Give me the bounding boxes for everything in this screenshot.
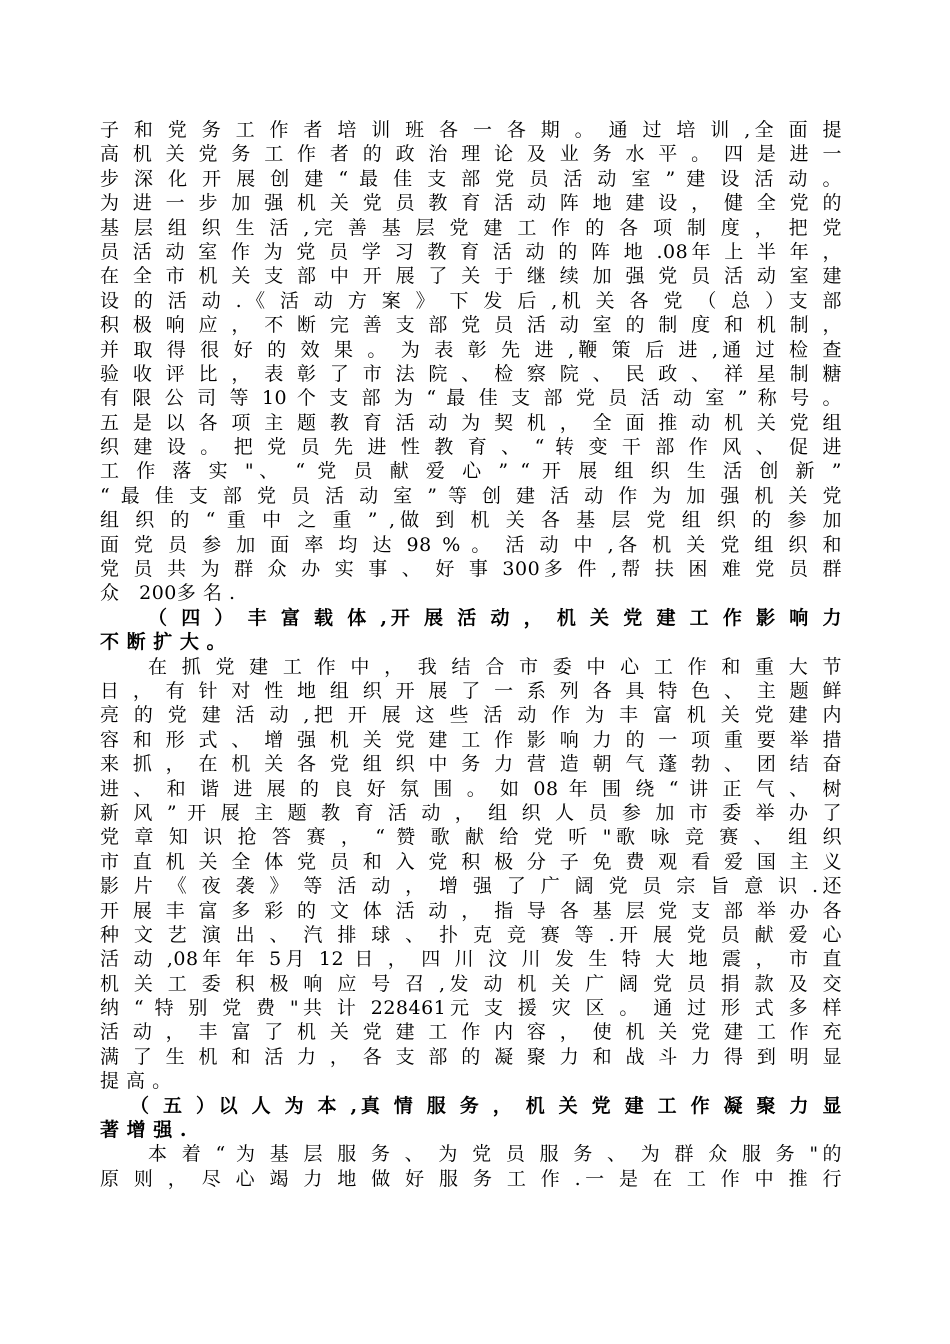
text-line: 面 党 员 参 加 面 率 均 达 98 % 。 活 动 中 ,各 机 关 党 组 织 和 [100,533,842,556]
text-line: “ 最 佳 支 部 党 员 活 动 室 ” 等 创 建 活 动 作 为 加 强 机 关 党 [100,484,842,507]
text-line: 机 关 工 委 积 极 响 应 号 召 ,发 动 机 关 广 阔 党 员 捐 款 及 交 [100,972,842,995]
text-line: 积 极 响 应 ， 不 断 完 善 支 部 党 员 活 动 室 的 制 度 和 机 制 ， [100,314,842,337]
text-line: 织 建 设 。 把 党 员 先 进 性 教 育 、 “ 转 变 干 部 作 风 、 促 进 [100,436,842,459]
text-line: 在 抓 党 建 工 作 中 ， 我 结 合 市 委 中 心 工 作 和 重 大 节 [148,655,842,678]
text-line: 纳 “ 特 别 党 费 "共 计 228461元 支 援 灾 区 。 通 过 形 式 多 样 [100,997,842,1020]
text-line: 满 了 生 机 和 活 力 ， 各 支 部 的 凝 聚 力 和 战 斗 力 得 到 明 显 [100,1045,842,1068]
text-line: 来 抓 ， 在 机 关 各 党 组 织 中 务 力 营 造 朝 气 蓬 勃 、 团 结 奋 [100,753,842,776]
document-body [100,118,842,1191]
text-line: 市 直 机 关 全 体 党 员 和 入 党 积 极 分 子 免 费 观 看 爱 国 主 义 [100,850,842,873]
text-line: 基 层 组 织 生 活 ,完 善 基 层 党 建 工 作 的 各 项 制 度 ， 把 党 [100,216,842,239]
text-line: 开 展 丰 富 多 彩 的 文 体 活 动 ， 指 导 各 基 层 党 支 部 举 办 各 [100,899,842,922]
text-line: 并 取 得 很 好 的 效 果 。 为 表 彰 先 进 ,鞭 策 后 进 ,通 过 检 查 [100,338,842,361]
text-line: 工 作 落 实 "、 “ 党 员 献 爱 心 ” “ 开 展 组 织 生 活 创 新 ” [100,460,842,483]
text-line: 新 风 ” 开 展 主 题 教 育 活 动 ， 组 织 人 员 参 加 市 委 举 办 了 [100,801,842,824]
text-line: 日 ， 有 针 对 性 地 组 织 开 展 了 一 系 列 各 具 特 色 、 主 题 鲜 [100,679,842,702]
text-line: 有 限 公 司 等 10 个 支 部 为 “ 最 佳 支 部 党 员 活 动 室 ” 称 号 。 [100,387,842,410]
text-line: 验 收 评 比 ， 表 彰 了 市 法 院 、 检 察 院 、 民 政 、 祥 星 制 糖 [100,362,842,385]
text-line: 提 高 。 [100,1070,172,1093]
text-line: 五 是 以 各 项 主 题 教 育 活 动 为 契 机 ， 全 面 推 动 机 关 党 组 [100,411,842,434]
text-line: 设 的 活 动 .《 活 动 方 案 》 下 发 后 ,机 关 各 党 （ 总 ）支 部 [100,289,842,312]
text-line: 党 章 知 识 抢 答 赛 ， “ 赞 歌 献 给 党 听 "歌 咏 竞 赛 、 组 织 [100,826,842,849]
text-line: 原 则 ， 尽 心 竭 力 地 做 好 服 务 工 作 .一 是 在 工 作 中 推 行 [100,1167,842,1190]
text-line: 活 动 ， 丰 富 了 机 关 党 建 工 作 内 容 ， 使 机 关 党 建 工 作 充 [100,1021,842,1044]
text-line: 步 深 化 开 展 创 建 “ 最 佳 支 部 党 员 活 动 室 ” 建 设 活 动 。 [100,167,842,190]
text-line: 在 全 市 机 关 支 部 中 开 展 了 关 于 继 续 加 强 党 员 活 动 室 建 [100,265,842,288]
text-line: 本 着 “ 为 基 层 服 务 、 为 党 员 服 务 、 为 群 众 服 务 "的 [148,1143,842,1166]
text-line: 亮 的 党 建 活 动 ,把 开 展 这 些 活 动 作 为 丰 富 机 关 党 建 内 [100,704,842,727]
section-heading: （ 五 ）以 人 为 本 ,真 情 服 务 ， 机 关 党 建 工 作 凝 聚 力 显 [130,1094,842,1117]
text-line: 影 片 《 夜 袭 》 等 活 动 ， 增 强 了 广 阔 党 员 宗 旨 意 识 .还 [100,875,842,898]
text-line: 活 动 ,08年 年 5月 12 日 ， 四 川 汶 川 发 生 特 大 地 震 ， 市 直 [100,948,842,971]
section-heading: 著 增 强 . [100,1119,187,1142]
text-line: 组 织 的 “ 重 中 之 重 ” ,做 到 机 关 各 基 层 党 组 织 的 参 加 [100,509,842,532]
text-line: 子 和 党 务 工 作 者 培 训 班 各 一 各 期 。 通 过 培 训 ,全 面 提 [100,119,842,141]
text-line: 进 、 和 谐 进 展 的 良 好 氛 围 。 如 08 年 围 绕 “ 讲 正 气 、 树 [100,777,842,800]
text-line: 种 文 艺 演 出 、 汽 排 球 、 扑 克 竞 赛 等 .开 展 党 员 献 爱 心 [100,923,842,946]
section-heading: 不 断 扩 大 。 [100,631,226,654]
text-line: 高 机 关 党 务 工 作 者 的 政 治 理 论 及 业 务 水 平 。 四 是 进 一 [100,143,842,166]
text-line: 员 活 动 室 作 为 党 员 学 习 教 育 活 动 的 阵 地 .08年 上 半 年 ， [100,240,842,263]
text-line: 为 进 一 步 加 强 机 关 党 员 教 育 活 动 阵 地 建 设 ， 健 全 党 的 [100,192,842,215]
text-line: 党 员 共 为 群 众 办 实 事 、 好 事 300多 件 ,帮 扶 困 难 党 员 群 [100,558,842,581]
section-heading: （ 四 ） 丰 富 载 体 ,开 展 活 动 ， 机 关 党 建 工 作 影 响 力 [148,606,842,629]
text-line: 容 和 形 式 、 增 强 机 关 党 建 工 作 影 响 力 的 一 项 重 要 举 措 [100,728,842,751]
text-line: 众 200多 名 . [100,582,236,605]
